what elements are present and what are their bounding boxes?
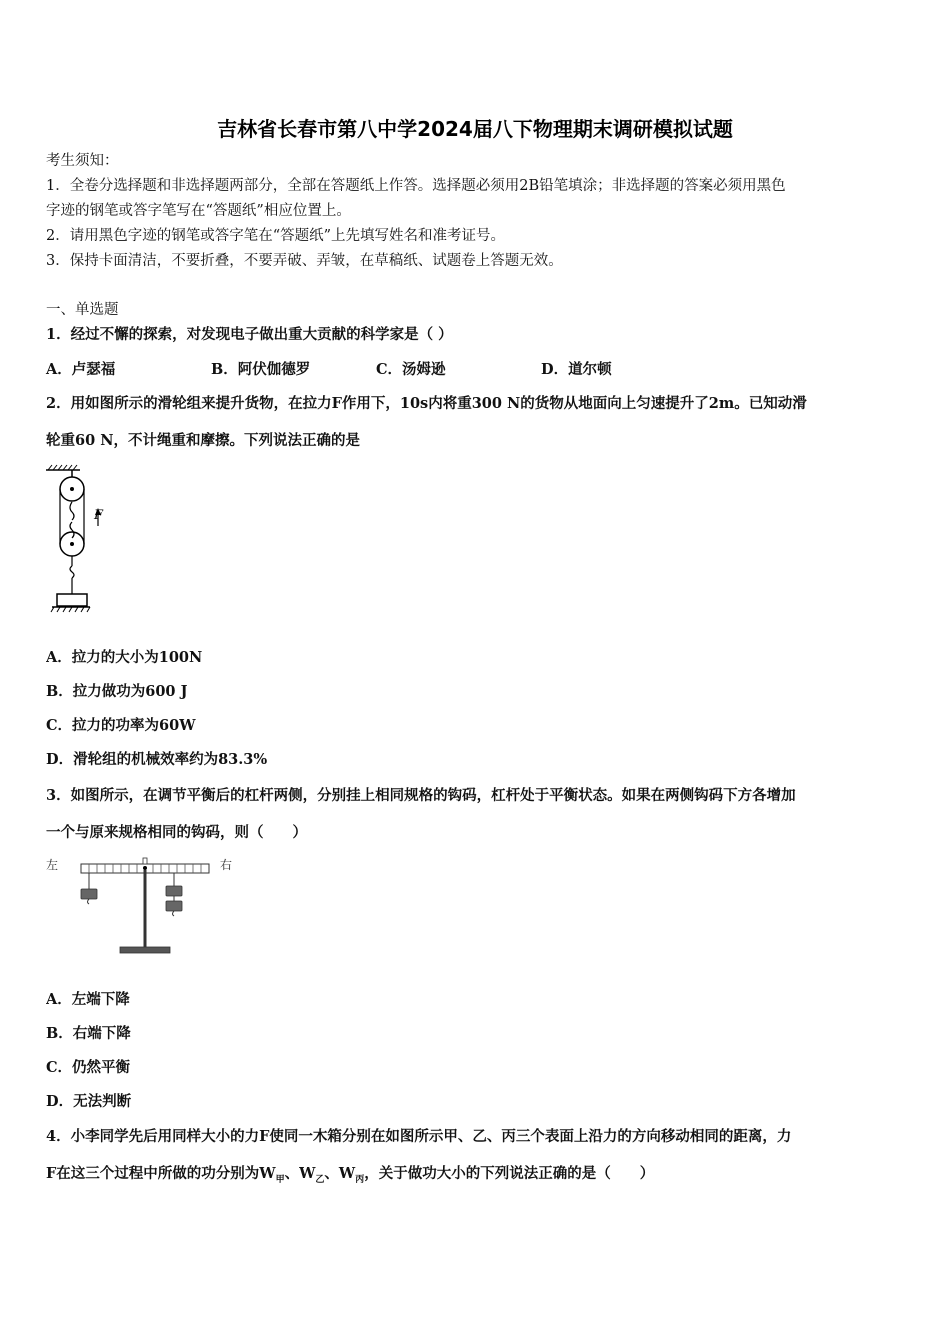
q4-sub: 丙 (355, 1174, 365, 1185)
load-block (57, 594, 87, 606)
q1-options (46, 358, 910, 382)
q3-stem-line1: 3．如图所示，在调节平衡后的杠杆两侧，分别挂上相同规格的钩码，杠杆处于平衡状态。如果在两侧钩码下方各增加 (46, 787, 796, 804)
q4-stem-line2 (46, 1164, 910, 1190)
q3-option-b: B．右端下降 (46, 1025, 131, 1042)
pulley-figure (40, 462, 120, 614)
q2-option-b: B．拉力做功为600 J (46, 683, 188, 700)
q2-option-d: D．滑轮组的机械效率约为83.3% (46, 751, 268, 768)
q4-stem-line1: 4．小李同学先后用同样大小的力F使同一木箱分别在如图所示甲、乙、丙三个表面上沿力的方向移动相同的距离，力 (46, 1128, 792, 1145)
lever-base (120, 947, 170, 953)
q1-option-d: D．道尔顿 (541, 361, 612, 378)
lever-figure (70, 855, 220, 960)
right-weight (166, 901, 182, 911)
fulcrum (143, 866, 147, 870)
right-weight (166, 886, 182, 896)
q4-sub: 乙 (315, 1174, 325, 1185)
notice-item: 1．全卷分选择题和非选择题两部分，全部在答题纸上作答。选择题必须用2B铅笔填涂；非选择题的答案必须用黑色 (46, 178, 786, 194)
q1-option-b: B．阿伏伽德罗 (211, 361, 311, 378)
section-heading: 一、单选题 (46, 302, 119, 318)
page-title: 吉林省长春市第八中学2024届八下物理期末调研模拟试题 (217, 117, 733, 141)
q4-sub: 甲 (275, 1174, 285, 1185)
q4-text: F在这三个过程中所做的功分别为W (46, 1165, 276, 1182)
q4-text: 、W (284, 1165, 316, 1182)
notice-heading: 考生须知： (46, 153, 119, 169)
lever-left-label: 左 (46, 858, 59, 872)
force-label: F (94, 508, 104, 523)
left-weight (81, 889, 97, 899)
q2-option-a: A．拉力的大小为100N (46, 649, 203, 666)
q1-stem: 1．经过不懈的探索，对发现电子做出重大贡献的科学家是（ ） (46, 326, 453, 343)
lever-right-label: 右 (220, 858, 233, 872)
q1-option-c: C．汤姆逊 (376, 361, 446, 378)
notice-item: 字迹的钢笔或答字笔写在“答题纸”相应位置上。 (46, 203, 351, 219)
q4-text: 、W (324, 1165, 356, 1182)
q2-stem-line1: 2．用如图所示的滑轮组来提升货物，在拉力F作用下，10s内将重300 N的货物从地面向上匀速提升了2m。已知动滑 (46, 395, 807, 412)
q2-option-c: C．拉力的功率为60W (46, 717, 196, 734)
q2-stem-line2: 轮重60 N，不计绳重和摩擦。下列说法正确的是 (46, 432, 360, 449)
q3-option-a: A．左端下降 (46, 991, 130, 1008)
notice-item: 2．请用黑色字迹的钢笔或答字笔在“答题纸”上先填写姓名和准考证号。 (46, 228, 506, 244)
notice-item: 3．保持卡面清洁，不要折叠，不要弄破、弄皱，在草稿纸、试题卷上答题无效。 (46, 253, 563, 269)
q3-option-d: D．无法判断 (46, 1093, 132, 1110)
q3-option-c: C．仍然平衡 (46, 1059, 131, 1076)
q3-stem-line2: 一个与原来规格相同的钩码，则（ ） (46, 824, 307, 841)
q1-option-a: A．卢瑟福 (46, 361, 116, 378)
q4-text: ，关于做功大小的下列说法正确的是（ ） (364, 1165, 655, 1182)
